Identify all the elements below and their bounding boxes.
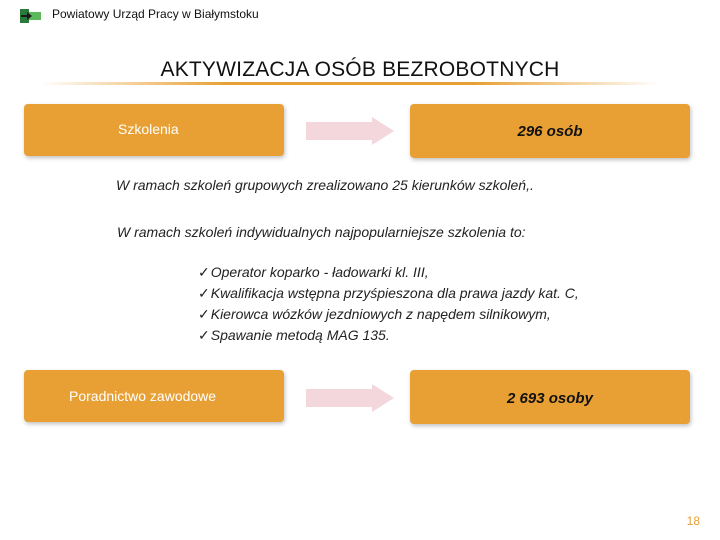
- counseling-label: Poradnictwo zawodowe: [69, 388, 217, 404]
- group-training-note: W ramach szkoleń grupowych zrealizowano 25 kierunków szkoleń,.: [116, 177, 534, 193]
- page-number: 18: [686, 514, 700, 528]
- checkmark-icon: ✓: [198, 264, 210, 280]
- checkmark-icon: ✓: [198, 285, 210, 301]
- organization-name: Powiatowy Urząd Pracy w Białymstoku: [52, 7, 259, 21]
- list-item: ✓Kwalifikacja wstępna przyśpieszona dla prawa jazdy kat. C,: [198, 285, 579, 301]
- list-item: ✓Spawanie metodą MAG 135.: [198, 327, 390, 343]
- checkmark-icon: ✓: [198, 327, 210, 343]
- training-label-box: [24, 104, 284, 156]
- list-item: ✓Kierowca wózków jezdniowych z napędem silnikowym,: [198, 306, 551, 322]
- page-title: AKTYWIZACJA OSÓB BEZROBOTNYCH: [160, 58, 560, 81]
- list-item: ✓Operator koparko - ładowarki kl. III,: [198, 264, 429, 280]
- checkmark-icon: ✓: [198, 306, 210, 322]
- individual-training-intro: W ramach szkoleń indywidualnych najpopularniejsze szkolenia to:: [117, 224, 526, 240]
- counseling-value-box: [410, 370, 690, 424]
- right-arrow-icon: [306, 384, 394, 412]
- training-value: 296 osób: [517, 123, 583, 140]
- training-list: [198, 262, 579, 346]
- pup-logo-icon: [18, 6, 44, 26]
- counseling-value: 2 693 osoby: [507, 390, 593, 407]
- counseling-label-box: [24, 370, 284, 422]
- training-label: Szkolenia: [118, 121, 179, 137]
- right-arrow-icon: [306, 117, 394, 145]
- title-underline: [40, 82, 660, 85]
- training-value-box: [410, 104, 690, 158]
